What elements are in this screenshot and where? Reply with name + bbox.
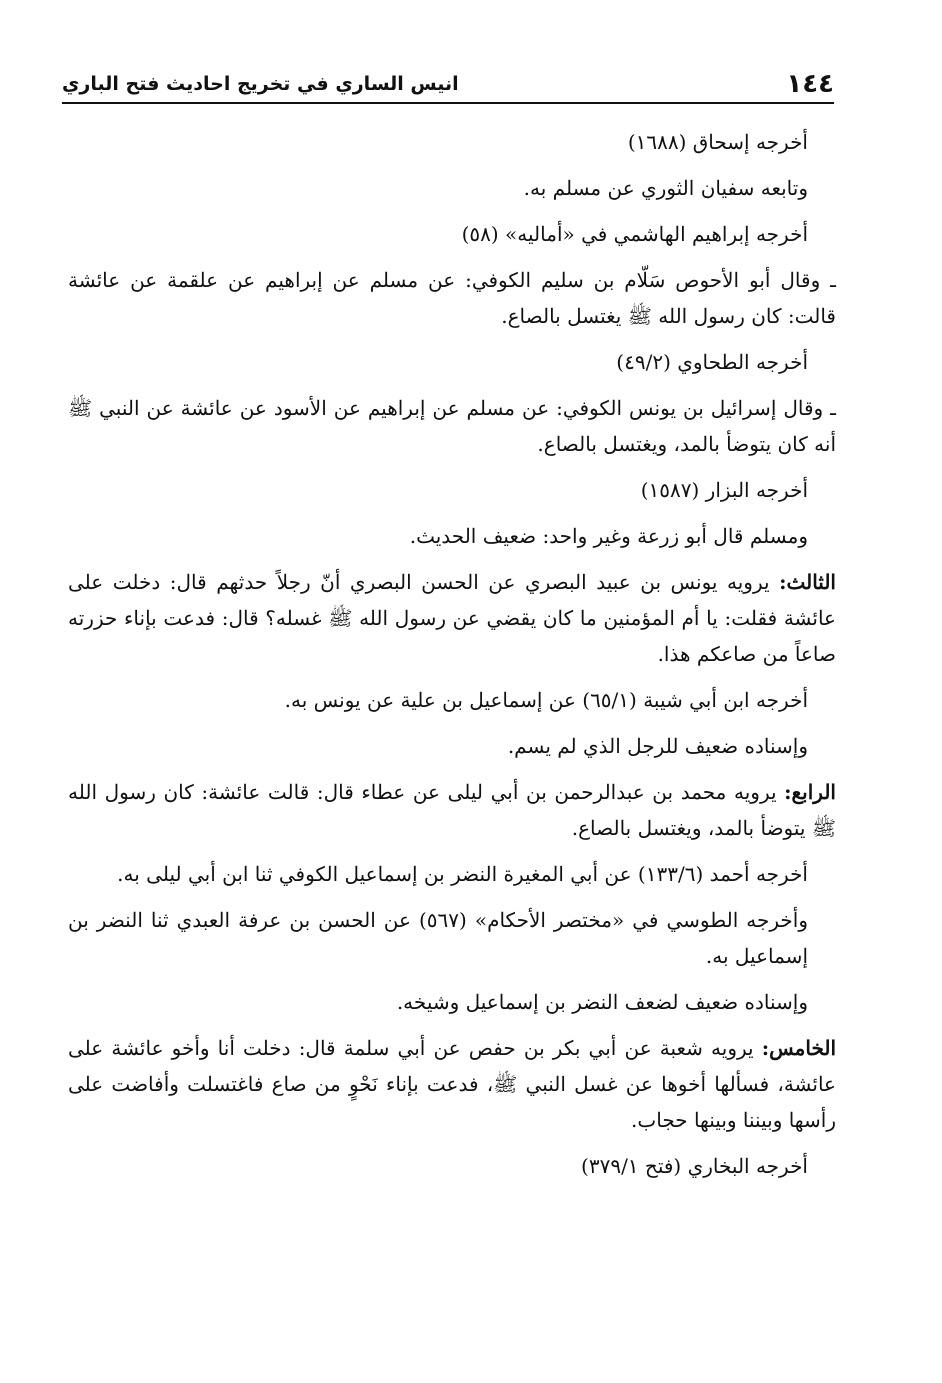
page-number: ١٤٤ xyxy=(786,69,834,99)
paragraph: أخرجه إسحاق (١٦٨٨) xyxy=(627,130,808,154)
running-title: انيس الساري في تخريج احاديث فتح الباري xyxy=(62,73,459,95)
section-lead: الخامس: xyxy=(761,1036,836,1060)
paragraph: أخرجه أحمد (١٣٣/٦) عن أبي المغيرة النضر بن إسماعيل الكوفي ثنا ابن أبي ليلى به. xyxy=(117,862,808,886)
paragraph: الثالث: يرويه يونس بن عبيد البصري عن الحسن البصري أنّ رجلاً حدثهم قال: دخلت على عائشة فقلت: يا أم المؤمنين ما كان يقضي عن رسول الله ﷺ غسله؟ قال: فدعت بإناء حزرته صاعاً من صاعكم هذا. xyxy=(68,570,836,666)
paragraph: أخرجه الطحاوي (٤٩/٢) xyxy=(616,350,808,374)
paragraph: أخرجه ابن أبي شيبة (٦٥/١) عن إسماعيل بن علية عن يونس به. xyxy=(284,688,808,712)
paragraph: أخرجه إبراهيم الهاشمي في «أماليه» (٥٨) xyxy=(461,222,808,246)
page-body xyxy=(68,124,836,1194)
paragraph: الرابع: يرويه محمد بن عبدالرحمن بن أبي ليلى عن عطاء قال: قالت عائشة: كان رسول الله ﷺ يتوضأ بالمد، ويغتسل بالصاع. xyxy=(68,780,836,840)
paragraph: وإسناده ضعيف لضعف النضر بن إسماعيل وشيخه. xyxy=(396,990,808,1014)
paragraph: وإسناده ضعيف للرجل الذي لم يسم. xyxy=(507,734,808,758)
page-header xyxy=(62,66,834,104)
paragraph: أخرجه البزار (١٥٨٧) xyxy=(640,478,808,502)
paragraph: وأخرجه الطوسي في «مختصر الأحكام» (٥٦٧) عن الحسن بن عرفة العبدي ثنا النضر بن إسماعيل به. xyxy=(68,908,808,968)
paragraph: الخامس: يرويه شعبة عن أبي بكر بن حفص عن أبي سلمة قال: دخلت أنا وأخو عائشة على عائشة، فسألها أخوها عن غسل النبي ﷺ، فدعت بإناء نَحْوٍ من صاع فاغتسلت وأفاضت على رأسها وبيننا وبينها حجاب. xyxy=(68,1036,836,1132)
section-lead: الرابع: xyxy=(784,780,836,804)
paragraph: ـ وقال أبو الأحوص سَلّام بن سليم الكوفي: عن مسلم عن إبراهيم عن علقمة عن عائشة قالت: كان رسول الله ﷺ يغتسل بالصاع. xyxy=(68,268,836,328)
paragraph: ـ وقال إسرائيل بن يونس الكوفي: عن مسلم عن إبراهيم عن الأسود عن عائشة عن النبي ﷺ أنه كان يتوضأ بالمد، ويغتسل بالصاع. xyxy=(68,396,836,456)
paragraph: ومسلم قال أبو زرعة وغير واحد: ضعيف الحديث. xyxy=(409,524,808,548)
paragraph: وتابعه سفيان الثوري عن مسلم به. xyxy=(523,176,808,200)
paragraph: أخرجه البخاري (فتح ٣٧٩/١) xyxy=(581,1154,808,1178)
section-lead: الثالث: xyxy=(779,570,836,594)
